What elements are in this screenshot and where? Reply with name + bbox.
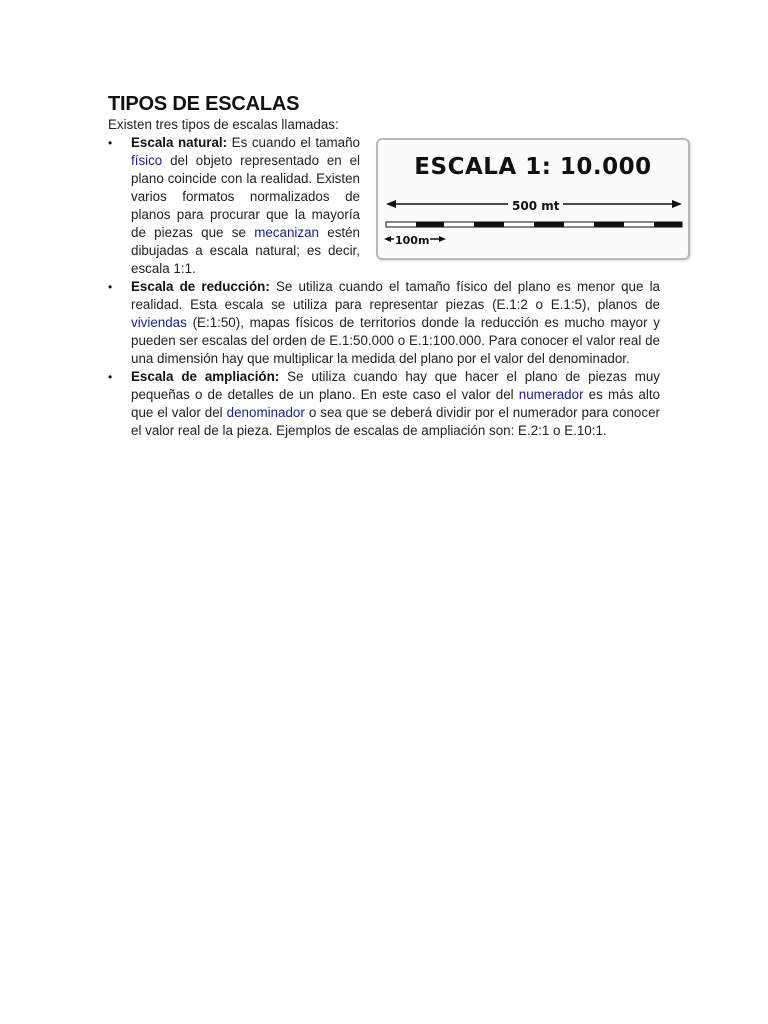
unit-distance-label: 100m [394,232,430,250]
list-item-escala-natural [108,134,660,278]
term-escala-natural: Escala natural: [131,135,228,150]
scale-types-list [108,134,660,440]
unit-arrow-right-icon [439,236,446,242]
item-text: Se utiliza cuando hay que hacer el plano de piezas muy pequeñas o de detalles de un plano. En este caso el valor del [131,369,661,402]
scale-figure [374,136,692,264]
item-text: es más alto que el valor del [131,387,660,420]
list-item-escala-reduccion [108,278,660,368]
item-text: Se utiliza cuando el tamaño físico del plano es menor que la realidad. Esta escala se utiliza para representar piezas (E.1:2 o E.1:5), planos de [131,279,660,312]
link-denominador[interactable]: denominador [226,405,305,420]
item-text: Es cuando el tamaño [227,135,360,150]
item-text: estén dibujadas a escala natural; es decir, escala 1:1. [131,225,361,276]
arrow-left-icon [386,200,396,208]
item-text: o sea que se deberá dividir por el numerador para conocer el valor real de la pieza. Ejemplos de escalas de ampliación son: E.2:1 o E.10:1. [131,405,660,438]
bullet-icon: • [108,136,113,150]
arrow-right-icon [672,200,682,208]
bullet-icon: • [108,280,113,294]
intro-text: Existen tres tipos de escalas llamadas: [108,117,339,132]
page-title: TIPOS DE ESCALAS [108,93,300,115]
item-text: (E:1:50), mapas físicos de territorios donde la reducción es mucho mayor y pueden ser escalas del orden de E.1:50.000 o E.1:100.000. Para conocer el valor real de una dimensión hay que multiplicar la medida del plano por el valor del denominador. [131,315,660,366]
scale-ratio-label: ESCALA 1: 10.000 [414,154,652,180]
link-viviendas[interactable]: viviendas [131,315,187,330]
term-escala-reduccion: Escala de reducción: [131,279,270,294]
link-numerador[interactable]: numerador [518,387,584,402]
item-text: del objeto representado en el plano coincide con la realidad. Existen varios formatos normalizados de planos para procurar que la mayoría de piezas que se [131,153,360,240]
list-item-escala-ampliacion [108,368,660,440]
unit-arrow-left-icon [384,236,391,242]
term-escala-ampliacion: Escala de ampliación: [131,369,280,384]
span-distance-label: 500 mt [508,197,563,215]
link-mecanizan[interactable]: mecanizan [254,225,319,240]
link-fisico[interactable]: físico [131,153,163,168]
bullet-icon: • [108,370,113,384]
document-page [108,92,660,440]
